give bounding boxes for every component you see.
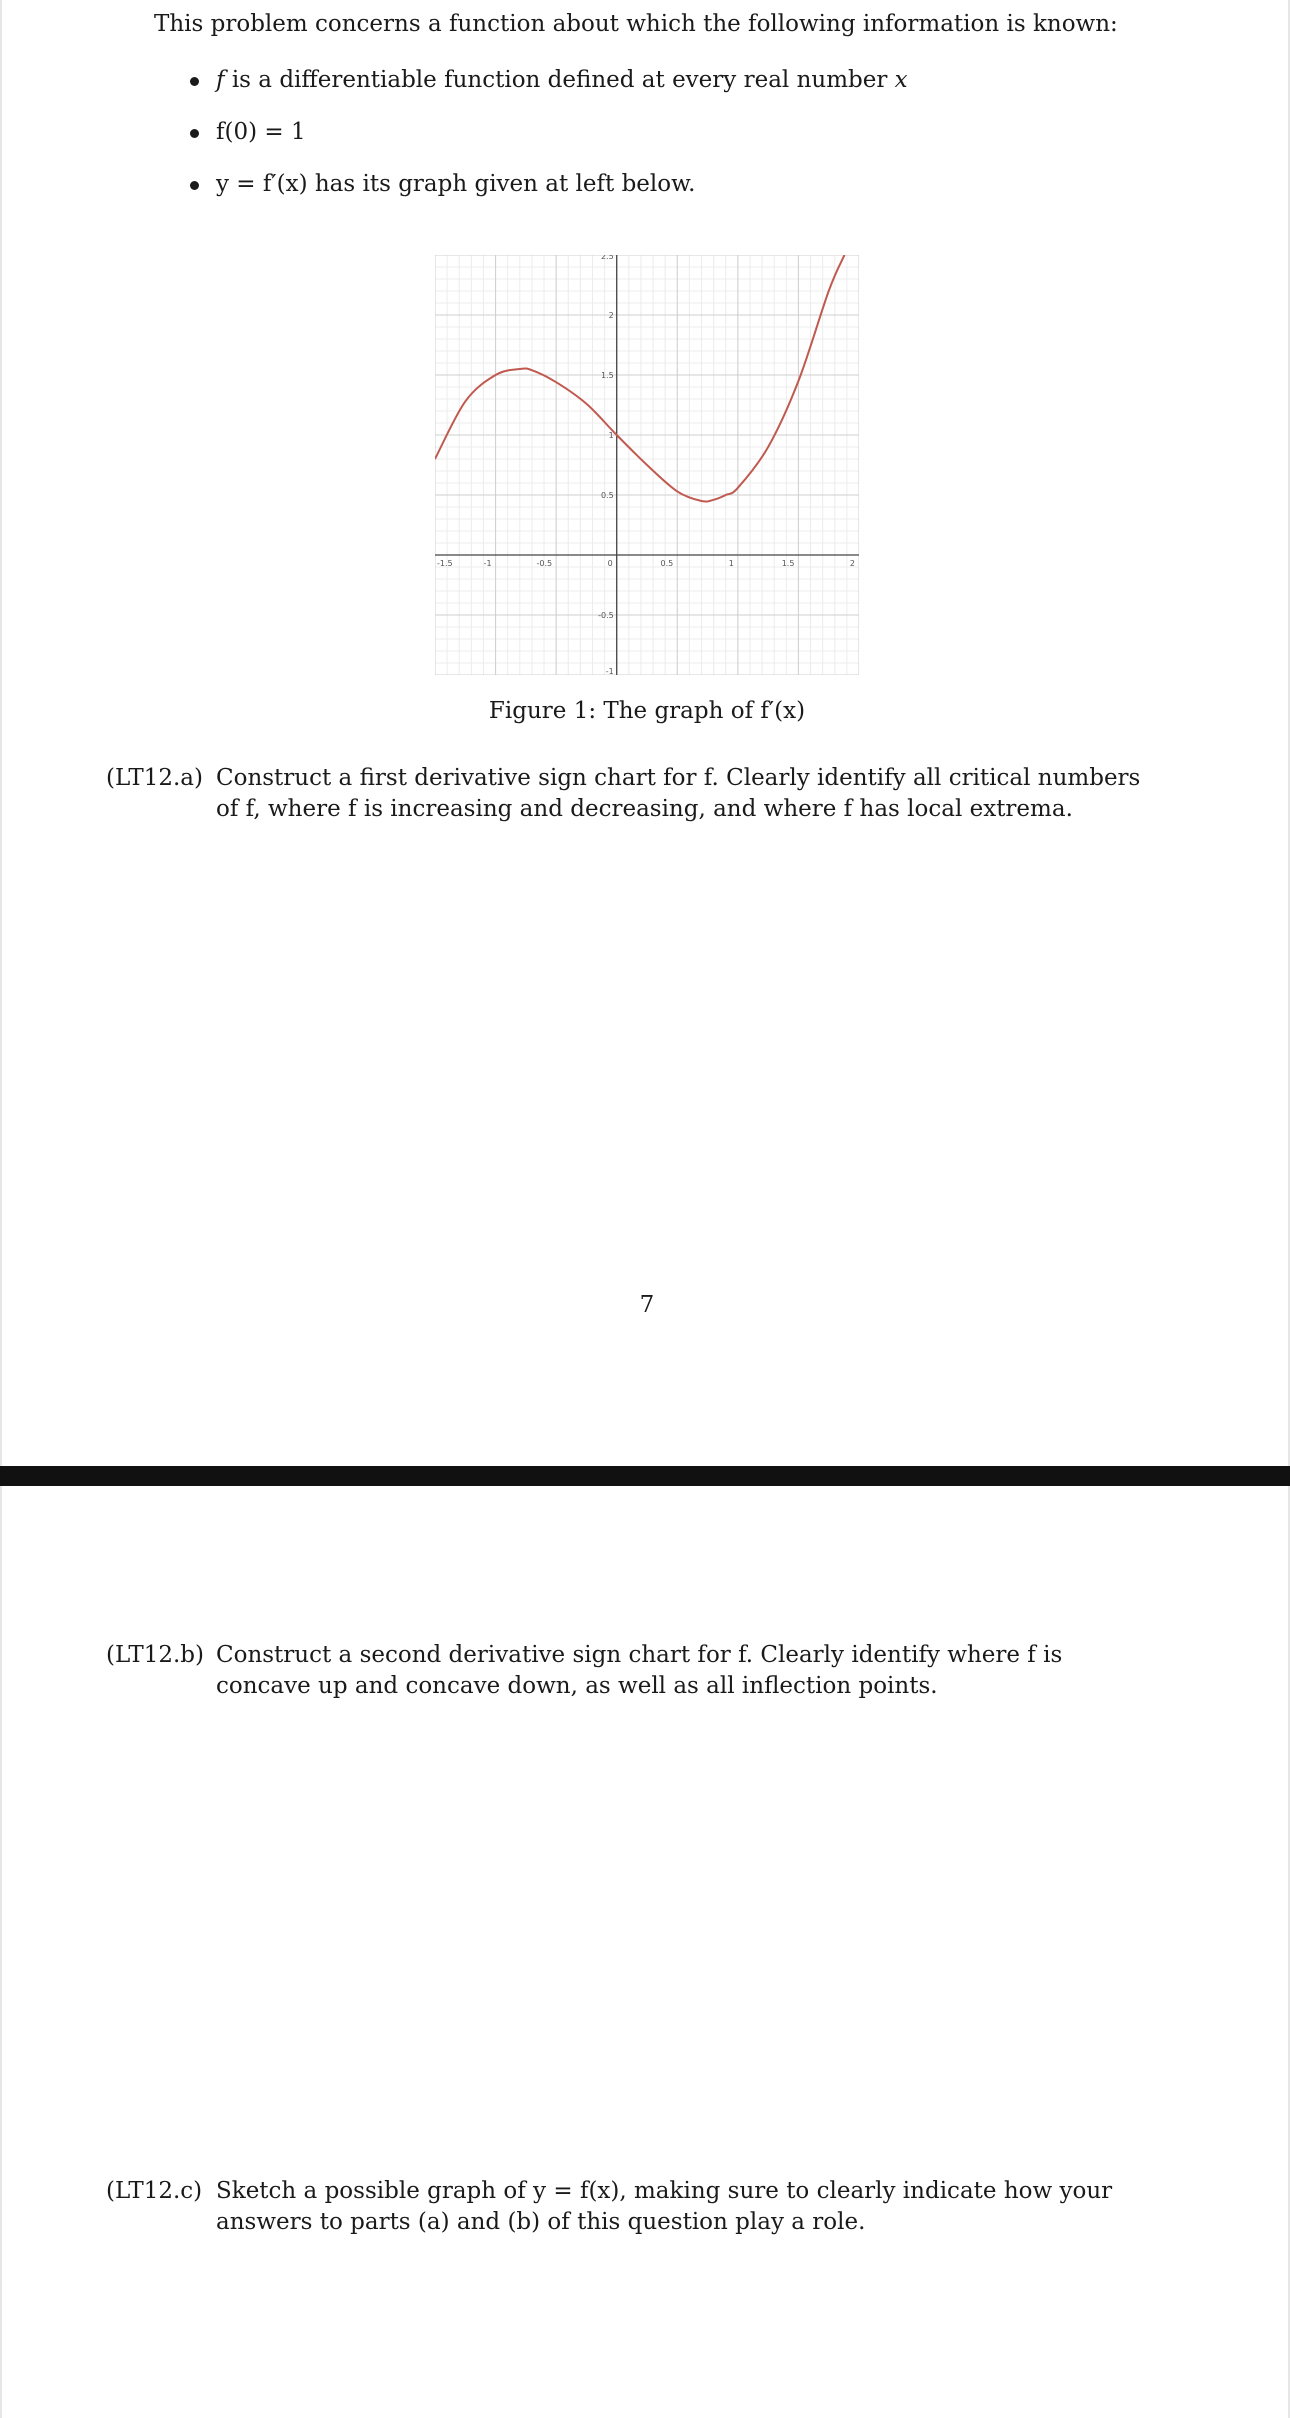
known-facts-list <box>190 64 908 220</box>
derivative-chart <box>435 255 859 675</box>
y-tick-label: -0.5 <box>598 611 614 620</box>
x-tick-label: 1 <box>728 559 734 568</box>
question-text: Construct a second derivative sign chart for f. Clearly identify where f is concave up and concave down, as well as all inflection points. <box>216 1642 1063 1699</box>
question-lt12c <box>106 2176 1146 2238</box>
x-tick-label: -1.5 <box>437 559 453 568</box>
math-x: x <box>894 67 908 93</box>
question-lt12b <box>106 1640 1146 1702</box>
x-tick-label: -0.5 <box>536 559 553 568</box>
figure-caption: Figure 1: The graph of f′(x) <box>488 698 806 724</box>
question-text: Construct a first derivative sign chart for f. Clearly identify all critical numbers of f, where f is increasing and decreasing, and where f has local extrema. <box>216 765 1141 822</box>
y-tick-label: 0.5 <box>600 491 614 500</box>
page-number: 7 <box>639 1292 655 1318</box>
fact-text: is a differentiable function defined at every real number <box>224 67 895 93</box>
series-line-fprime <box>435 255 844 502</box>
math-f: f <box>216 67 225 93</box>
x-tick-label: 0 <box>607 559 613 568</box>
question-text: Sketch a possible graph of y = f(x), making sure to clearly indicate how your answers to parts (a) and (b) of this question play a role. <box>216 2178 1113 2235</box>
y-tick-label: 2 <box>608 311 614 320</box>
question-label: (LT12.b) <box>106 1642 204 1668</box>
x-tick-label: 1.5 <box>781 559 795 568</box>
x-tick-label: 2 <box>849 559 855 568</box>
question-label: (LT12.a) <box>106 765 203 791</box>
x-tick-label: -1 <box>483 559 492 568</box>
y-tick-label: 1.5 <box>600 371 614 380</box>
y-tick-label: -1 <box>605 667 614 675</box>
fact-f-of-zero <box>190 116 908 168</box>
x-tick-label: 0.5 <box>660 559 674 568</box>
y-tick-label: 1 <box>608 431 614 440</box>
y-tick-label: 2.5 <box>600 255 614 261</box>
page-8 <box>0 1486 1290 2418</box>
page-separator <box>0 1466 1290 1486</box>
derivative-graph-figure <box>435 255 859 675</box>
question-lt12a <box>106 763 1146 825</box>
fact-differentiable <box>190 64 908 116</box>
fact-text: f(0) = 1 <box>216 119 306 145</box>
intro-text: This problem concerns a function about which the following information is known: <box>154 11 1118 37</box>
question-label: (LT12.c) <box>106 2178 203 2204</box>
fact-text: y = f′(x) has its graph given at left below. <box>216 171 696 197</box>
fact-derivative-graph <box>190 168 908 220</box>
